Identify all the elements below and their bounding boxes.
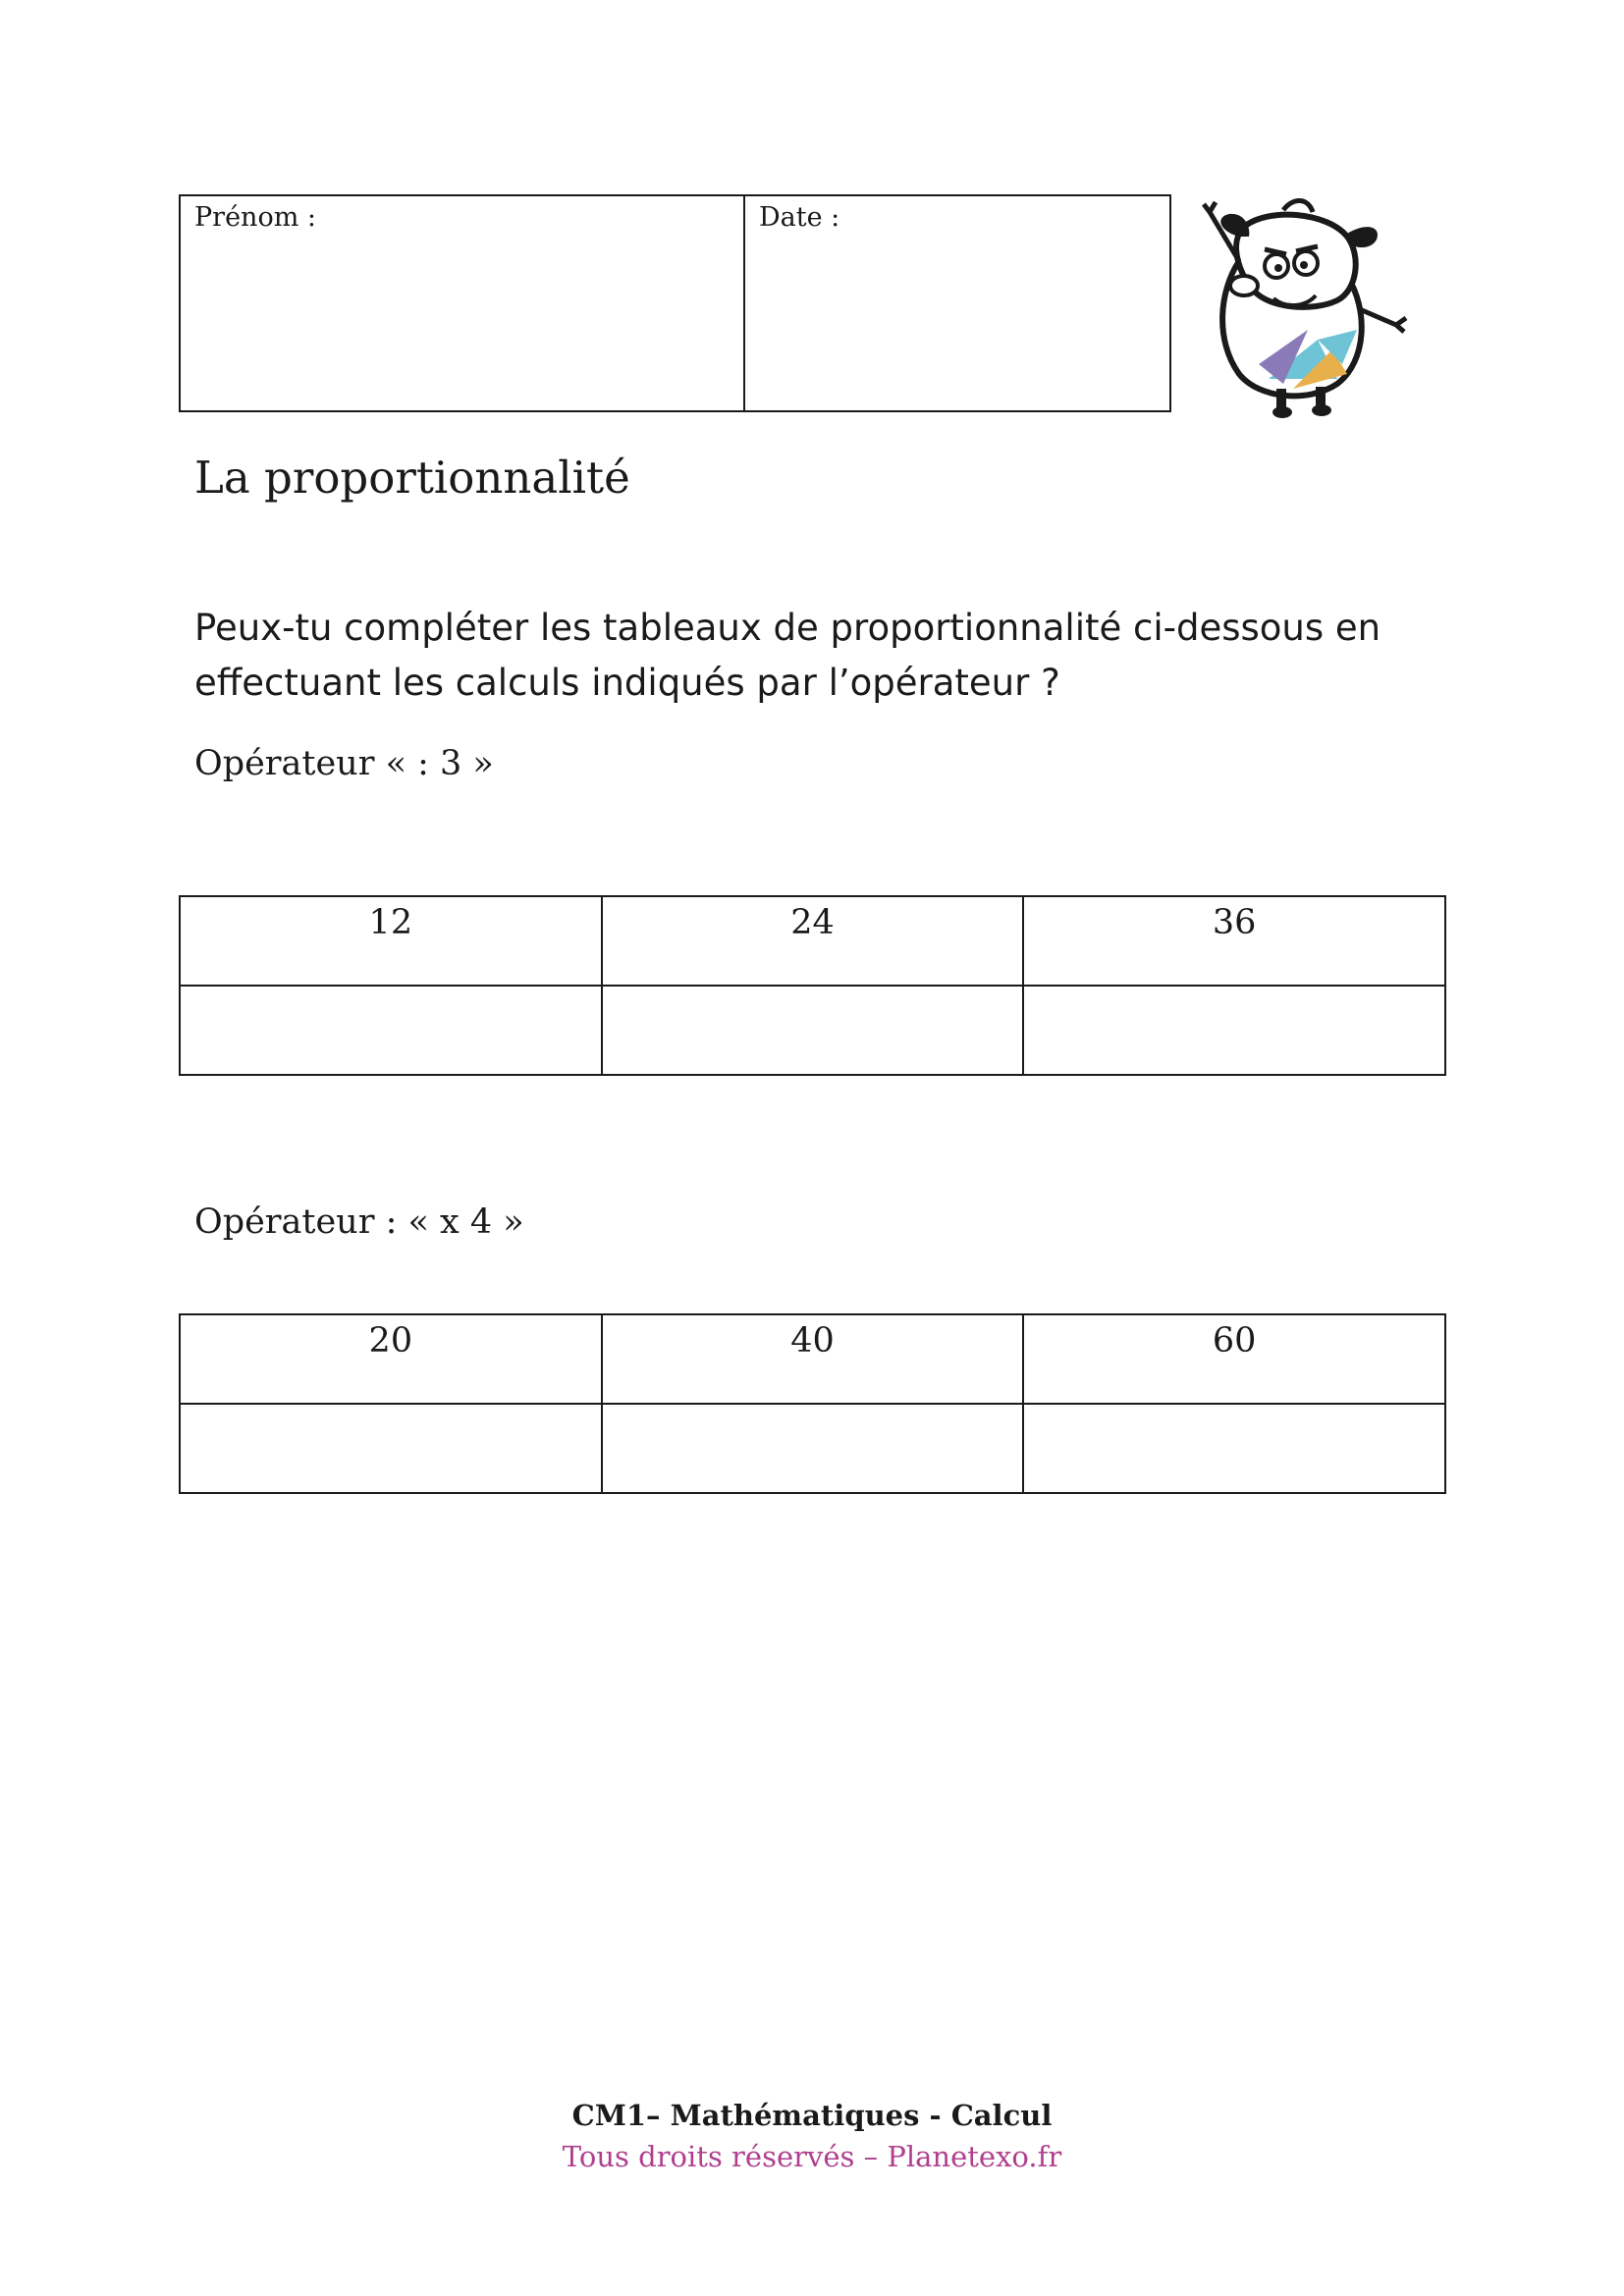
operator-label-1: Opérateur « : 3 » <box>194 744 494 783</box>
name-field[interactable] <box>181 196 745 410</box>
table-row-values <box>180 1314 1445 1404</box>
table-cell: 36 <box>1023 896 1445 986</box>
answer-cell[interactable] <box>180 986 602 1075</box>
footer-copyright: Tous droits réservés – Planetexo.fr <box>562 2140 1062 2173</box>
table-row-answers <box>180 1404 1445 1493</box>
date-field[interactable] <box>745 196 1169 410</box>
answer-cell[interactable] <box>602 986 1024 1075</box>
answer-cell[interactable] <box>1023 1404 1445 1493</box>
date-label: Date : <box>759 202 840 233</box>
name-label: Prénom : <box>194 202 316 233</box>
table-row-answers <box>180 986 1445 1075</box>
table-row-values <box>180 896 1445 986</box>
proportionality-table-1 <box>179 895 1446 1076</box>
table-cell: 60 <box>1023 1314 1445 1404</box>
sheep-mascot-illustration <box>1200 192 1411 420</box>
table-cell: 24 <box>602 896 1024 986</box>
answer-cell[interactable] <box>602 1404 1024 1493</box>
answer-cell[interactable] <box>1023 986 1445 1075</box>
answer-cell[interactable] <box>180 1404 602 1493</box>
table-cell: 40 <box>602 1314 1024 1404</box>
page-title: La proportionnalité <box>194 452 630 504</box>
footer-course: CM1– Mathématiques - Calcul <box>571 2099 1053 2132</box>
table-cell: 12 <box>180 896 602 986</box>
student-info-box <box>179 194 1171 412</box>
exercise-instruction: Peux-tu compléter les tableaux de proportionnalité ci-dessous en effectuant les calculs indiqués par l’opérateur ? <box>194 607 1381 704</box>
operator-label-2: Opérateur : « x 4 » <box>194 1202 524 1242</box>
proportionality-table-2 <box>179 1313 1446 1494</box>
table-cell: 20 <box>180 1314 602 1404</box>
